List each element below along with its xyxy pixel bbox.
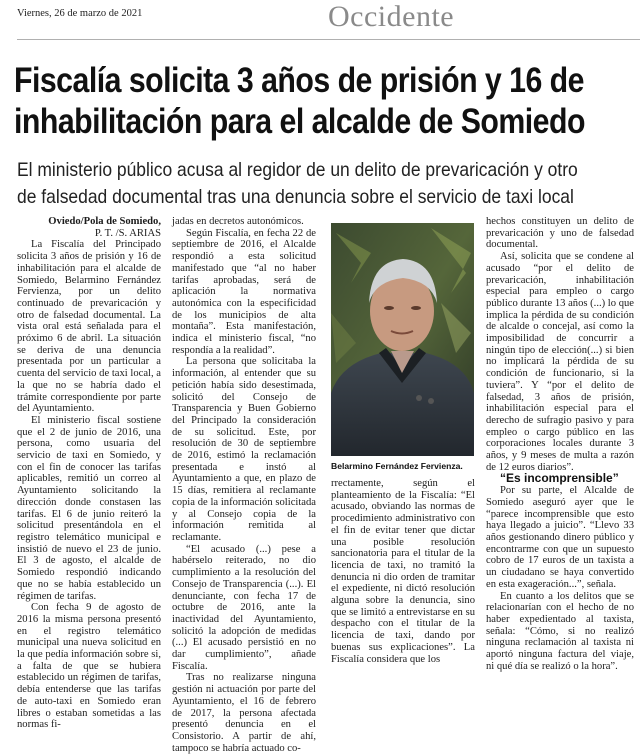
paragraph: La persona que solicitaba la información, al entender que su petición había sido desestimada, solicitó del Consejo de Transparencia y Buen Gobierno del Principado la consideración de su solicitud. Este, por resolución de 30 de septiembre de 2016, estimó la reclamación presentada e instó al Ayuntamiento a que, en plazo de 15 días, remitiera al reclamante copia de la información solicitada y al Consejo copia de la información remitida al reclamante. xyxy=(172,356,316,543)
paragraph: La Fiscalía del Principado solicita 3 años de prisión y 16 de inhabilitación para el alcalde de Somiedo, Belarmino Fernández Fervienza, por un delito continuado de prevaricación y otro de falsedad documental. La vista oral está señalada para el próximo 6 de abril. La situación se deriva de una denuncia presentada por un particular a cuenta del servicio de taxi local, a la que no se habría dado el trámite correspondiente por parte del Ayuntamiento. xyxy=(17,239,161,415)
paragraph: “El acusado (...) pese a habérselo reiterado, no dio cumplimiento a la resolución del Consejo de Transparencia (...). El denunciante, con fecha 17 de octubre de 2016, ante la inactividad del Ayuntamiento, solicitó la adopción de medidas (...) El acusado persistió en no dar cumplimiento”, añade Fiscalía. xyxy=(172,543,316,672)
portrait-photo xyxy=(331,223,474,456)
paragraph: Con fecha 9 de agosto de 2016 la misma persona presentó en el registro telemático municipal una nueva solicitud en la que pedía información sobre si, a falta de que se hubiera establecido un régimen de tarifas, debía entenderse que las tarifas de auto-taxi en Somiedo eran libres o estaban sometidas a las normas fi- xyxy=(17,602,161,731)
photo-caption: Belarmino Fernández Fervienza. xyxy=(331,461,463,471)
paragraph: jadas en decretos autonómicos. xyxy=(172,216,304,227)
paragraph: Tras no realizarse ninguna gestión ni actuación por parte del Ayuntamiento, el 16 de febrero de 2017, la persona afectada presentó denuncia en el Consistorio. A partir de ahí, tampoco se habría actuado co- xyxy=(172,672,316,754)
paragraph: Según Fiscalía, en fecha 22 de septiembre de 2016, el Alcalde respondió a esta solicitud manifestado que “al no haber tarifas aprobadas, será de aplicación la normativa autonómica con la especificidad de los municipios de alta montaña”. Esta manifestación, indica el ministerio fiscal, “no respondía a la realidad”. xyxy=(172,227,316,356)
article-column-4 xyxy=(486,216,634,672)
paragraph: hechos constituyen un delito de prevaricación y uno de falsedad documental. xyxy=(486,216,634,251)
subheadline-line: de falsedad documental tras una denuncia sobre el servicio de taxi local xyxy=(17,186,574,208)
paragraph: En cuanto a los delitos que se relacionarían con el hecho de no haber expedientado al taxista, señala: “Cómo, si no realizó ninguna reclamación al taxista ni aportó ninguna factura del viaje, ni qué día se realizó o la hora”. xyxy=(486,590,634,672)
byline-author: P. T. /S. ARIAS xyxy=(94,227,161,239)
article-column-3 xyxy=(331,478,475,665)
portrait-illustration xyxy=(331,223,474,456)
section-title: Occidente xyxy=(328,0,455,33)
paragraph: El ministerio fiscal sostiene que el 2 de junio de 2016, una persona, como usuaria del servicio de taxi en Somiedo, y con el fin de conocer las tarifas aplicables, remitió un correo al Ayuntamiento solicitando la dirección donde constasen las tarifas. El 6 de junio reiteró la solicitud presentándola en el registro telemático municipal e insistió de nuevo el 23 de junio. El 3 de agosto, el alcalde de Somiedo respondió indicando que no se había establecido un régimen de tarifas. xyxy=(17,414,161,602)
article-column-1 xyxy=(17,216,161,731)
paragraph: Así, solicita que se condene al acusado “por el delito de prevaricación, inhabilitación especial para empleo o cargo público durante 13 años (...) lo que implica la pérdida de su condición de alcalde o concejal, así como la imposibilidad de concurrir a ningún tipo de elección(...) si bien no implicará la pérdida de su condición de funcionario, si la tuviera”. Y “por el delito de falsedad, 3 años de prisión, inhabilitación especial para el derecho de sufragio pasivo y para empleo o cargo público en las corporaciones locales durante 3 años, y 9 meses de multa a razón de 12 euros diarios”. xyxy=(486,251,634,473)
subheadline xyxy=(17,157,578,211)
headline-line: inhabilitación para el alcalde de Somiedo xyxy=(14,102,585,141)
intertitle: “Es incomprensible” xyxy=(500,471,619,486)
issue-date: Viernes, 26 de marzo de 2021 xyxy=(17,8,143,19)
headline-line: Fiscalía solicita 3 años de prisión y 16 de xyxy=(14,61,584,100)
paragraph: rrectamente, según el planteamiento de la Fiscalía: “El acusado, obviando las normas de procedimiento administrativo con el fin de evitar tener que dictar una posible resolución sancionatoria para el titular de la licencia de taxi, no tramitó la denuncia ni dio orden de tramitar el expediente, ni dictó resolución alguna sobre la denuncia, sino que se limitó a entrevistarse en su despacho con el titular de la licencia de taxi, dando por buenas sus explicaciones”. La Fiscalía considera que los xyxy=(331,478,475,665)
article-column-2 xyxy=(172,216,316,754)
subheadline-line: El ministerio público acusa al regidor de un delito de prevaricación y otro xyxy=(17,159,578,181)
headline xyxy=(14,60,585,142)
byline-place: Oviedo/Pola de Somiedo, xyxy=(48,216,161,227)
paragraph: Por su parte, el Alcalde de Somiedo aseguró ayer que le “parece incomprensible que esto haya llegado a juicio”. “Llevo 33 años gestionando dinero público y encontrarme con que un supuesto cobro de 17 euros de un taxista a un ciudadano se haya convertido en esta exageración...”, señala. xyxy=(486,485,634,590)
header-divider xyxy=(17,39,640,40)
